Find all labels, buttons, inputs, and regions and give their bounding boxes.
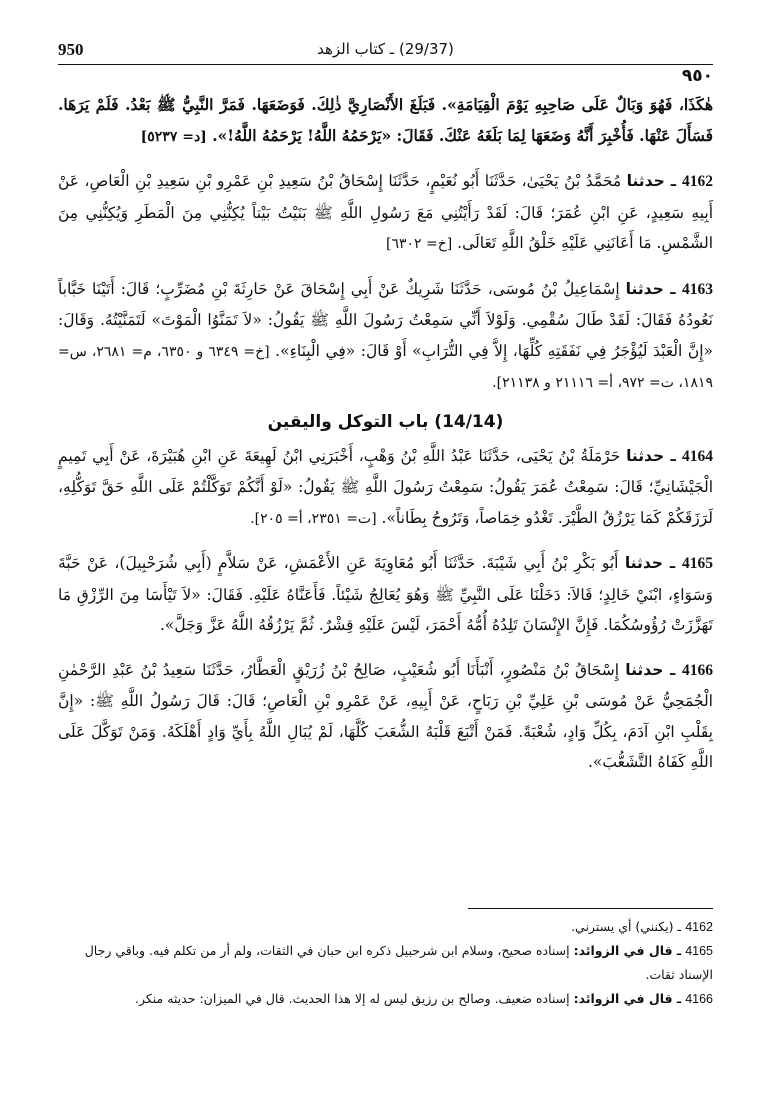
- footnote-4166: 4166 ـ قال في الزوائد: إسناده ضعيف. وصالح بن رزيق ليس له إلا هذا الحديث. قال في الميزان: حديثه منكر.: [135, 991, 713, 1006]
- header-rule: [58, 64, 713, 65]
- hadith-4166: [58, 655, 713, 778]
- hadith-text: إِسْمَاعِيلُ بْنُ مُوسَى، حَدَّثَنَا شَرِيكٌ عَنْ أَبِي إِسْحَاقَ عَنْ حَارِثَةَ بْنِ مُضَرِّبٍ؛ قَالَ: أَتَيْنَا خَبَّاباً نَعُودُهُ فَقَالَ: لَقَدْ طَالَ سُقْمِي. وَلَوْلاَ أَنِّي سَمِعْتُ رَسُولَ اللَّهِ ﷺ يَقُولُ: «لاَ تَمَنَّوُا الْمَوْتَ» لَتَمَنَّيْتُهُ. وَقَالَ: «إِنَّ الْعَبْدَ لَيُؤْجَرُ فِي نَفَقَتِهِ كُلِّهَا، إِلاَّ فِي التُّرَابِ» أَوْ قَالَ: «فِي الْبِنَاءِ».: [58, 279, 713, 360]
- page-number-arabic: ٩٥٠: [681, 66, 713, 86]
- hadith-4164: [58, 441, 713, 535]
- cross-reference: [د= ٥٢٣٧]: [140, 128, 207, 145]
- hadith-number: 4166 ـ حدثنا: [625, 660, 714, 679]
- hadith-number: 4162 ـ حدثنا: [626, 172, 713, 190]
- hadith-number: 4164 ـ حدثنا: [626, 446, 714, 465]
- hadith-text: أَبُو بَكْرِ بْنُ أَبِي شَيْبَةَ. حَدَّثَنَا أَبُو مُعَاوِيَةَ عَنِ الأَعْمَشِ، عَنْ سَلاَّمٍ (أَبِي شُرَحْبِيلَ)، عَنْ حَبَّةَ وَسَوَاءٍ، ابْنَيْ خَالِدٍ؛ قَالاَ: دَخَلْنَا عَلَى النَّبِيِّ ﷺ وَهُوَ يُعَالِجُ شَيْئاً. فَأَعَنَّاهُ عَلَيْهِ. فَقَالَ: «لاَ تَيْأَسَا مِنَ الرِّزْقِ مَا تَهَزَّزَتْ رُؤُوسُكُمَا. فَإِنَّ الإِنْسَانَ تَلِدُهُ أُمُّهُ أَحْمَرَ، لَيْسَ عَلَيْهِ قِشْرٌ. ثُمَّ يَرْزُقُهُ اللَّهُ عَزَّ وَجَلَّ».: [58, 554, 713, 634]
- running-title: (29/37) ـ كتاب الزهد: [317, 40, 454, 58]
- footnote-4162: 4162 ـ (يكنني) أي يسترني.: [571, 919, 713, 934]
- hadith-4165: [58, 548, 713, 641]
- cross-reference: [ت= ٢٣٥١، أ= ٢٠٥].: [250, 510, 377, 527]
- chapter-title: (14/14) باب التوكل واليقين: [267, 411, 504, 432]
- continuation-paragraph: [58, 90, 713, 152]
- page-number-latin: 950: [58, 40, 84, 59]
- footnote-rule: [468, 908, 713, 909]
- footnotes: [58, 915, 713, 1011]
- footnote-4165: 4165 ـ قال في الزوائد: إسناده صحيح، وسلام ابن شرحبيل ذكره ابن حبان في الثقات، ولم أر من تكلم فيه. وباقي رجال الإسناد ثقات.: [84, 943, 713, 982]
- hadith-text: حَرْمَلَةُ بْنُ يَحْيَى، حَدَّثَنَا عَبْدُ اللَّهِ بْنُ وَهْبٍ، أَخْبَرَنِي ابْنُ لَهِيعَةَ عَنِ ابْنِ هُبَيْرَةَ، عَنْ أَبِي تَمِيمٍ الْجَيْشَانِيِّ؛ قَالَ: سَمِعْتُ عُمَرَ يَقُولُ: سَمِعْتُ رَسُولَ اللَّهِ ﷺ يَقُولُ: «لَوْ أَنَّكُمْ تَوَكَّلْتُمْ عَلَى اللَّهِ حَقَّ تَوَكُّلِهِ، لَرَزَقَكُمْ كَمَا يَرْزُقُ الطَّيْرَ. تَغْدُو خِمَاصاً، وَتَرُوحُ بِطَاناً».: [58, 446, 713, 527]
- hadith-4162: [58, 166, 713, 260]
- hadith-4163: [58, 274, 713, 399]
- cross-reference: [خ= ٦٣٤٩ و ٦٣٥٠، م= ٢٦٨١، س= ١٨١٩، ت= ٩٧٢، أ= ٢١١١٦ و ٢١١٣٨].: [58, 343, 713, 391]
- hadith-text: إِسْحَاقُ بْنُ مَنْصُورٍ، أَنْبَأَنَا أَبُو شُعَيْبٍ، صَالِحُ بْنُ زُرَيْقٍ الْعَطَّارُ، حَدَّثَنَا سَعِيدُ بْنُ عَبْدِ الرَّحْمٰنِ الْجُمَحِيُّ عَنْ مُوسَى بْنِ عَلِيِّ بْنِ رَبَاحٍ، عَنْ أَبِيهِ، عَنْ عَمْرِو بْنِ الْعَاصِ؛ قَالَ: قَالَ رَسُولُ اللَّهِ ﷺ: «إِنَّ بِقَلْبِ ابْنِ آدَمَ، بِكُلِّ وَادٍ، شُعْبَةً. فَمَنْ أَتْبَعَ قَلْبَهُ الشُّعَبَ كُلَّهَا، لَمْ يُبَالِ اللَّهُ بِأَيِّ وَادٍ أَهْلَكَهُ. وَمَنْ تَوَكَّلَ عَلَى اللَّهِ كَفَاهُ التَّشَعُّبَ».: [58, 660, 713, 771]
- page-header: [58, 38, 713, 64]
- hadith-number: 4165 ـ حدثنا: [624, 554, 713, 572]
- hadith-text: مُحَمَّدُ بْنُ يَحْيَىٰ، حَدَّثَنَا أَبُو نُعَيْمٍ، حَدَّثَنَا إِسْحَاقُ بْنُ سَعِيدِ بْنِ عَمْرِو بْنِ سَعِيدِ بْنِ الْعَاصِ، عَنْ أَبِيهِ سَعِيدٍ، عَنِ ابْنِ عُمَرَ؛ قَالَ: لَقَدْ رَأَيْتُنِي مَعَ رَسُولِ اللَّهِ ﷺ بَنَيْتُ بَيْتاً يُكِنُّنِي مِنَ الْمَطَرِ وَيُكِنُّنِي مِنَ الشَّمْسِ. مَا أَعَانَنِي عَلَيْهِ خَلْقُ اللَّهِ تَعَالَى.: [58, 172, 713, 252]
- cross-reference: [خ= ٦٣٠٢]: [385, 236, 453, 252]
- paragraph-text: هٰكَذَا، فَهُوَ وَبَالٌ عَلَى صَاحِبِهِ يَوْمَ الْقِيَامَةِ». فَبَلَغَ الأَنْصَارِيَّ ذٰلِكَ. فَوَضَعَهَا. فَمَرَّ النَّبِيُّ ﷺ بَعْدُ. فَلَمْ يَرَهَا. فَسَأَلَ عَنْهَا. فَأُخْبِرَ أَنَّهُ وَضَعَهَا لِمَا بَلَغَهُ عَنْكَ. فَقَالَ: «يَرْحَمُهُ اللَّهُ! يَرْحَمُهُ اللَّهُ!».: [58, 95, 713, 145]
- hadith-number: 4163 ـ حدثنا: [625, 279, 713, 298]
- page-body: [58, 90, 713, 778]
